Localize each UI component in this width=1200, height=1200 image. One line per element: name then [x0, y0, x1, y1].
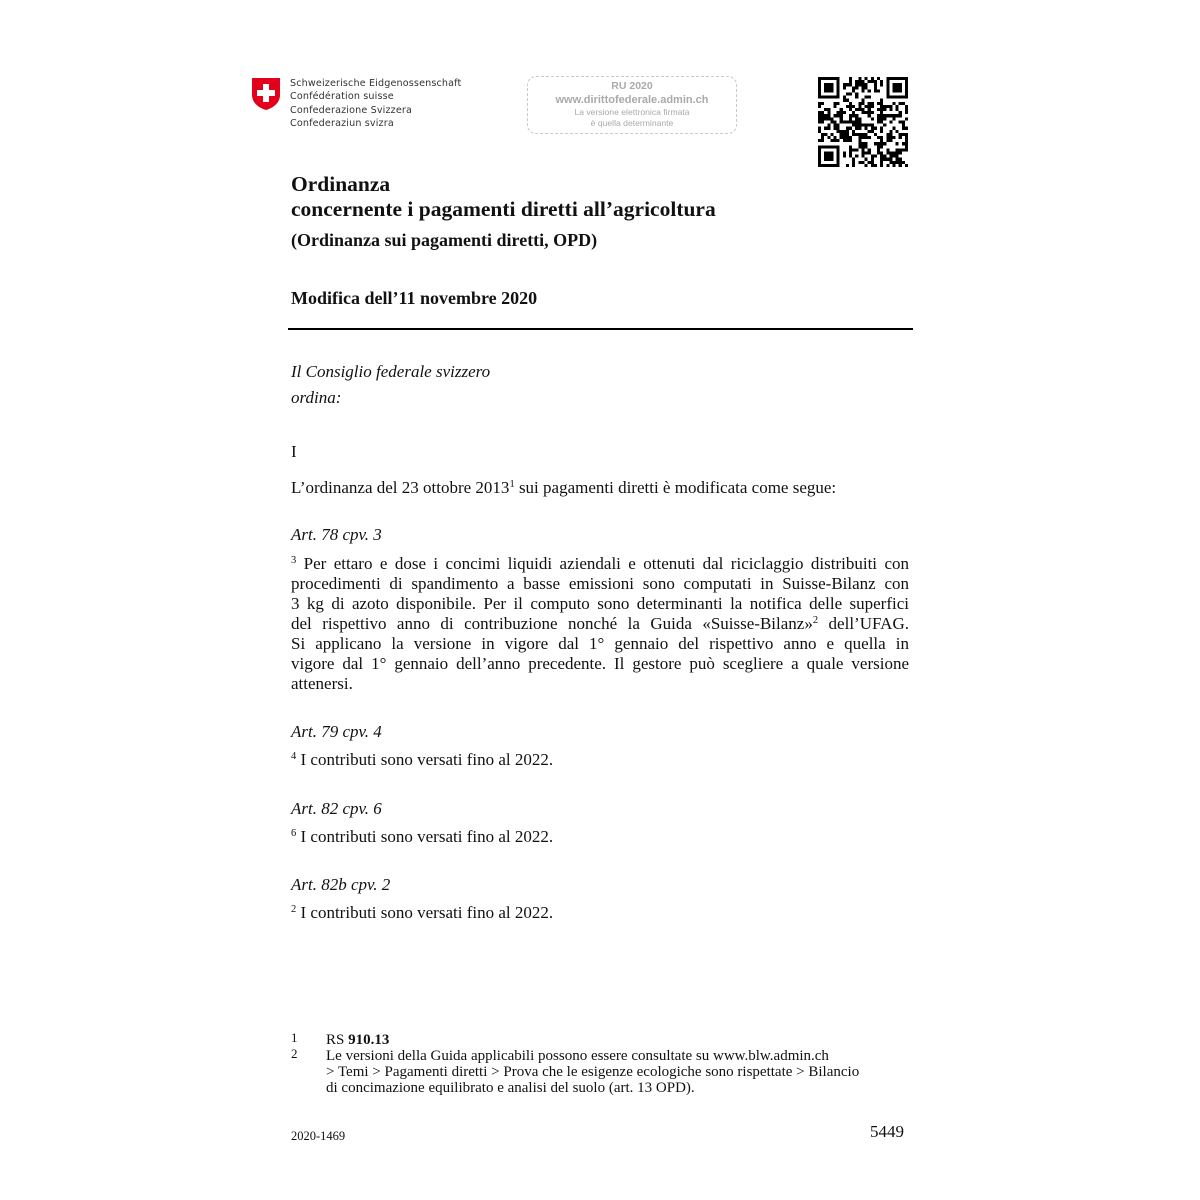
intro-text-after: sui pagamenti diretti è modificata come segue: — [514, 478, 837, 497]
confederation-name-it: Confederazione Svizzera — [290, 104, 413, 116]
section-number: I — [291, 442, 297, 461]
article-78-line-1: $^3$ Per ettaro e dose i concimi liquidi aziendali e ottenuti dal riciclaggio distribuiti con — [291, 554, 909, 573]
paragraph-number: 2 — [291, 904, 297, 915]
footnote-1-text: RS 910.13 — [326, 1032, 390, 1048]
title-line-1: Ordinanza — [291, 172, 391, 196]
paragraph-number: 3 — [291, 555, 297, 566]
preamble-line-2: ordina: — [291, 388, 342, 407]
article-78-paragraph — [291, 554, 909, 694]
stamp-note-1: La versione elettronica firmata — [574, 107, 690, 117]
paragraph-number: 6 — [291, 828, 297, 839]
title-divider — [288, 328, 913, 330]
intro-text-before: L’ordinanza del 23 ottobre 2013 — [291, 478, 510, 497]
confederation-name-fr: Confédération suisse — [290, 91, 394, 103]
article-78-heading: Art. 78 cpv. 3 — [291, 525, 382, 544]
article-78-line-3: 3 kg di azoto disponibile. Per il computo sono determinanti la notifica delle superfici — [291, 594, 909, 613]
title-line-2: concernente i pagamenti diretti all’agricoltura — [291, 197, 716, 221]
article-82b-heading: Art. 82b cpv. 2 — [291, 875, 391, 894]
stamp-collection: RU 2020 — [611, 80, 653, 92]
footnote-ref-1[interactable]: 1 — [509, 479, 515, 490]
paragraph-number: 4 — [291, 751, 297, 762]
page-number: 5449 — [870, 1122, 904, 1141]
qr-code-icon — [818, 77, 908, 167]
document-number: 2020-1469 — [291, 1129, 346, 1143]
modification-date: Modifica dell’11 novembre 2020 — [291, 288, 538, 308]
article-78-line-6: vigore dal 1° gennaio dell’anno precedente. Il gestore può scegliere a quale versione — [291, 654, 909, 673]
confederation-names — [290, 77, 461, 131]
preamble-line-1: Il Consiglio federale svizzero — [291, 362, 491, 381]
article-78-line-2: procedimenti di spandimento a basse emissioni sono computati in Suisse-Bilanz con — [291, 574, 909, 593]
footnote-2-line-1: Le versioni della Guida applicabili possono essere consultate su www.blw.admin.ch — [326, 1048, 829, 1064]
article-82-paragraph: $^6$ I contributi sono versati fino al 2022. — [291, 827, 554, 846]
document-title — [291, 172, 716, 222]
article-79-paragraph: $^4$ I contributi sono versati fino al 2022. — [291, 750, 554, 769]
confederation-name-rm: Confederaziun svizra — [290, 118, 394, 130]
stamp-website: www.dirittofederale.admin.ch — [555, 94, 709, 106]
footnote-2-text — [326, 1048, 859, 1096]
intro-paragraph — [291, 478, 836, 498]
footnote-2-line-2: > Temi > Pagamenti diretti > Prova che le esigenze ecologiche sono rispettate > Bilancio — [326, 1064, 860, 1080]
article-78-line-7: attenersi. — [291, 674, 353, 693]
swiss-cross-shield-icon — [251, 77, 281, 111]
article-82-heading: Art. 82 cpv. 6 — [291, 799, 382, 818]
footnote-1-number: 1 — [291, 1030, 298, 1045]
official-publication-stamp — [527, 76, 737, 134]
article-78-line-4: del rispettivo anno di contribuzione nonché la Guida «Suisse-Bilanz»$^2$ dell’UFAG. — [291, 614, 909, 633]
footnote-2-number: 2 — [291, 1046, 298, 1061]
article-79-heading: Art. 79 cpv. 4 — [291, 722, 382, 741]
article-82b-paragraph: $^2$ I contributi sono versati fino al 2022. — [291, 903, 554, 922]
article-78-line-5: Si applicano la versione in vigore dal 1° gennaio del rispettivo anno e quella in — [291, 634, 909, 653]
document-subtitle: (Ordinanza sui pagamenti diretti, OPD) — [291, 230, 598, 250]
confederation-name-de: Schweizerische Eidgenossenschaft — [290, 78, 462, 89]
footnote-2-line-3: di concimazione equilibrato e analisi del suolo (art. 13 OPD). — [326, 1080, 695, 1096]
stamp-note-2: è quella determinante — [590, 118, 674, 128]
preamble — [291, 359, 490, 411]
footnote-ref-2[interactable]: 2 — [812, 615, 819, 626]
